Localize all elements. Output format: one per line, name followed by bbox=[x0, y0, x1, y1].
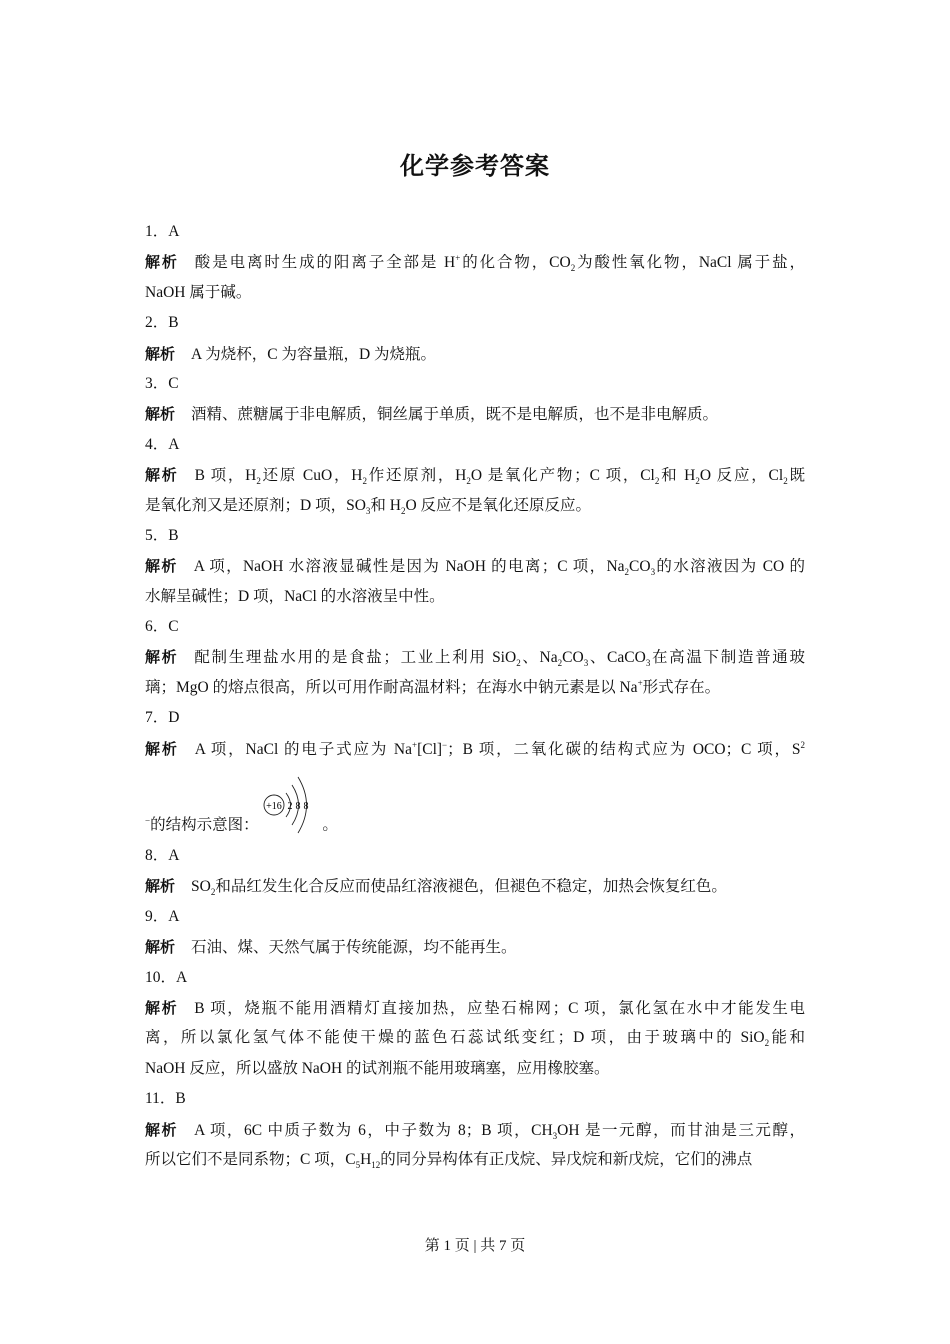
answer-line: 11．B bbox=[145, 1090, 186, 1108]
text-run: NaOH 反应，所以盛放 NaOH 的试剂瓶不能用玻璃塞，应用橡胶塞。 bbox=[145, 1059, 610, 1077]
text-run: 、Na bbox=[520, 649, 558, 667]
analysis-label: 解析 bbox=[145, 739, 179, 758]
text-run: B 项，H bbox=[194, 467, 257, 485]
analysis-label: 解析 bbox=[145, 1120, 179, 1139]
text-run: 为酸性氧化物，NaCl 属于盐， bbox=[575, 254, 805, 272]
analysis-label: 解析 bbox=[145, 998, 179, 1017]
text-run: 酒精、蔗糖属于非电解质，铜丝属于单质，既不是电解质，也不是非电解质。 bbox=[191, 406, 719, 424]
analysis-label: 解析 bbox=[145, 877, 176, 896]
text-run: 所以它们不是同系物；C 项，C bbox=[145, 1150, 356, 1168]
subscript: 2 bbox=[362, 476, 367, 487]
subscript: 3 bbox=[645, 658, 651, 669]
subscript: 12 bbox=[371, 1160, 381, 1171]
subscript: 2 bbox=[764, 1038, 770, 1049]
analysis-line bbox=[145, 491, 805, 521]
subscript: 3 bbox=[365, 505, 371, 516]
shell-electron-count: 8 bbox=[295, 801, 301, 813]
analysis-line bbox=[145, 339, 805, 369]
answer-line: 8．A bbox=[145, 847, 180, 865]
analysis-line bbox=[145, 642, 805, 672]
text-run: 形式存在。 bbox=[642, 678, 721, 696]
text-run: 离，所以氯化氢气体不能使干燥的蓝色石蕊试纸变红；D 项，由于玻璃中的 SiO bbox=[145, 1029, 765, 1047]
answer-line: 2．B bbox=[145, 314, 179, 332]
text-run: 和 H bbox=[659, 467, 696, 485]
analysis-line bbox=[145, 278, 805, 308]
analysis-line bbox=[145, 1054, 805, 1084]
text-run: B 项，烧瓶不能用酒精灯直接加热，应垫石棉网；C 项，氯化氢在水中才能发生电 bbox=[194, 999, 805, 1017]
analysis-line bbox=[145, 932, 805, 962]
text-run: 的化合物，CO bbox=[460, 254, 571, 272]
subscript: 5 bbox=[355, 1160, 361, 1171]
analysis-label: 解析 bbox=[145, 557, 178, 576]
subscript: 2 bbox=[695, 476, 700, 487]
text-run: CO bbox=[562, 649, 584, 667]
subscript: 2 bbox=[783, 476, 788, 487]
answer-line: 1．A bbox=[145, 223, 180, 240]
answer-line: 3．C bbox=[145, 374, 179, 392]
analysis-line bbox=[145, 993, 805, 1023]
analysis-line bbox=[145, 734, 805, 764]
answer-line: 4．A bbox=[145, 435, 180, 453]
text-run: 还原 CuO，H bbox=[260, 467, 363, 485]
analysis-line bbox=[145, 764, 805, 841]
text-run: 和品红发生化合反应而使品红溶液褪色，但褪色不稳定，加热会恢复红色。 bbox=[215, 878, 727, 896]
superscript: − bbox=[145, 815, 151, 826]
subscript: 2 bbox=[570, 263, 576, 274]
text-run: 是氧化剂又是还原剂；D 项，SO bbox=[145, 496, 366, 514]
text-run: 、CaCO bbox=[588, 649, 646, 667]
analysis-line-text bbox=[145, 773, 338, 841]
text-run: 石油、煤、天然气属于传统能源，均不能再生。 bbox=[191, 939, 517, 957]
analysis-line bbox=[145, 247, 805, 277]
text-run: CO bbox=[629, 558, 651, 576]
text-run: 的水溶液因为 CO 的 bbox=[655, 558, 805, 576]
text-run: 既 bbox=[787, 467, 805, 485]
subscript: 2 bbox=[557, 658, 563, 669]
text-run: 酸是电离时生成的阳离子全部是 H bbox=[194, 254, 456, 272]
superscript: 2 bbox=[800, 739, 805, 750]
superscript: − bbox=[442, 739, 448, 750]
analysis-label: 解析 bbox=[145, 253, 179, 272]
answer-line: 9．A bbox=[145, 907, 180, 925]
analysis-label: 解析 bbox=[145, 466, 179, 485]
analysis-label: 解析 bbox=[145, 648, 179, 667]
text-run: 璃；MgO 的熔点很高，所以可用作耐高温材料；在海水中钠元素是以 Na bbox=[145, 678, 638, 696]
text-run: O 反应不是氧化还原反应。 bbox=[405, 496, 592, 514]
text-run: 的同分异构体有正戊烷、异戊烷和新戊烷，它们的沸点 bbox=[380, 1150, 753, 1168]
text-run: 配制生理盐水用的是食盐；工业上利用 SiO bbox=[194, 649, 517, 667]
analysis-line bbox=[145, 1145, 805, 1175]
text-run: 水解呈碱性；D 项，NaCl 的水溶液呈中性。 bbox=[145, 587, 445, 605]
subscript: 2 bbox=[400, 505, 406, 516]
shell-electron-count: 2 bbox=[287, 801, 293, 813]
analysis-label: 解析 bbox=[145, 405, 176, 424]
subscript: 2 bbox=[654, 476, 660, 487]
shell-electron-count: 8 bbox=[303, 801, 309, 813]
superscript: + bbox=[637, 677, 643, 688]
text-run: A 项，NaOH 水溶液显碱性是因为 NaOH 的电离；C 项，Na bbox=[193, 558, 625, 576]
analysis-label: 解析 bbox=[145, 344, 176, 363]
text-run: 和 H bbox=[370, 496, 401, 514]
subscript: 2 bbox=[256, 476, 261, 487]
subscript: 2 bbox=[624, 567, 630, 578]
analysis-line bbox=[145, 1023, 805, 1053]
sulfide-ion-structure-diagram bbox=[262, 773, 318, 837]
superscript: + bbox=[412, 739, 418, 750]
analysis-line bbox=[145, 582, 805, 612]
analysis-label: 解析 bbox=[145, 938, 176, 957]
text-run: H bbox=[360, 1150, 372, 1168]
nucleus-charge: +16 bbox=[266, 801, 283, 813]
text-run: 在高温下制造普通玻 bbox=[650, 649, 805, 667]
text-run: [Cl] bbox=[417, 740, 443, 758]
subscript: 2 bbox=[516, 658, 521, 669]
analysis-line bbox=[145, 460, 805, 490]
subscript: 3 bbox=[552, 1130, 558, 1141]
text-run: SO bbox=[191, 878, 211, 896]
text-run: OH 是一元醇，而甘油是三元醇， bbox=[557, 1121, 805, 1139]
analysis-line bbox=[145, 673, 805, 703]
text-run: O 反应，Cl bbox=[699, 467, 784, 485]
text-run: A 项，6C 中质子数为 6，中子数为 8；B 项，CH bbox=[194, 1121, 553, 1139]
analysis-line bbox=[145, 871, 805, 901]
text-run: ；B 项，二氧化碳的结构式应为 OCO；C 项，S bbox=[447, 740, 801, 758]
analysis-line bbox=[145, 551, 805, 581]
analysis-line bbox=[145, 399, 805, 429]
text-run: O 是氧化产物；C 项，Cl bbox=[470, 467, 655, 485]
answer-line: 6．C bbox=[145, 618, 179, 636]
analysis-line bbox=[145, 1115, 805, 1145]
text-run: A 为烧杯，C 为容量瓶，D 为烧瓶。 bbox=[191, 345, 437, 363]
page-title: 化学参考答案 bbox=[400, 152, 550, 180]
subscript: 3 bbox=[650, 567, 656, 578]
text-run: 作还原剂，H bbox=[366, 467, 467, 485]
subscript: 2 bbox=[466, 476, 471, 487]
subscript: 2 bbox=[210, 887, 216, 898]
text-run: A 项，NaCl 的电子式应为 Na bbox=[194, 740, 412, 758]
text-run: 能和 bbox=[769, 1029, 805, 1047]
answer-content bbox=[145, 217, 805, 1175]
text-run: 的结构示意图： bbox=[150, 816, 259, 834]
page-footer: 第 1 页 | 共 7 页 bbox=[424, 1238, 526, 1254]
answer-line: 7．D bbox=[145, 709, 180, 727]
subscript: 3 bbox=[583, 658, 589, 669]
superscript: + bbox=[455, 253, 461, 264]
answer-line: 10．A bbox=[145, 968, 188, 986]
text-run: NaOH 属于碱。 bbox=[145, 283, 252, 301]
answer-line: 5．B bbox=[145, 526, 179, 544]
text-run: 。 bbox=[322, 816, 338, 834]
